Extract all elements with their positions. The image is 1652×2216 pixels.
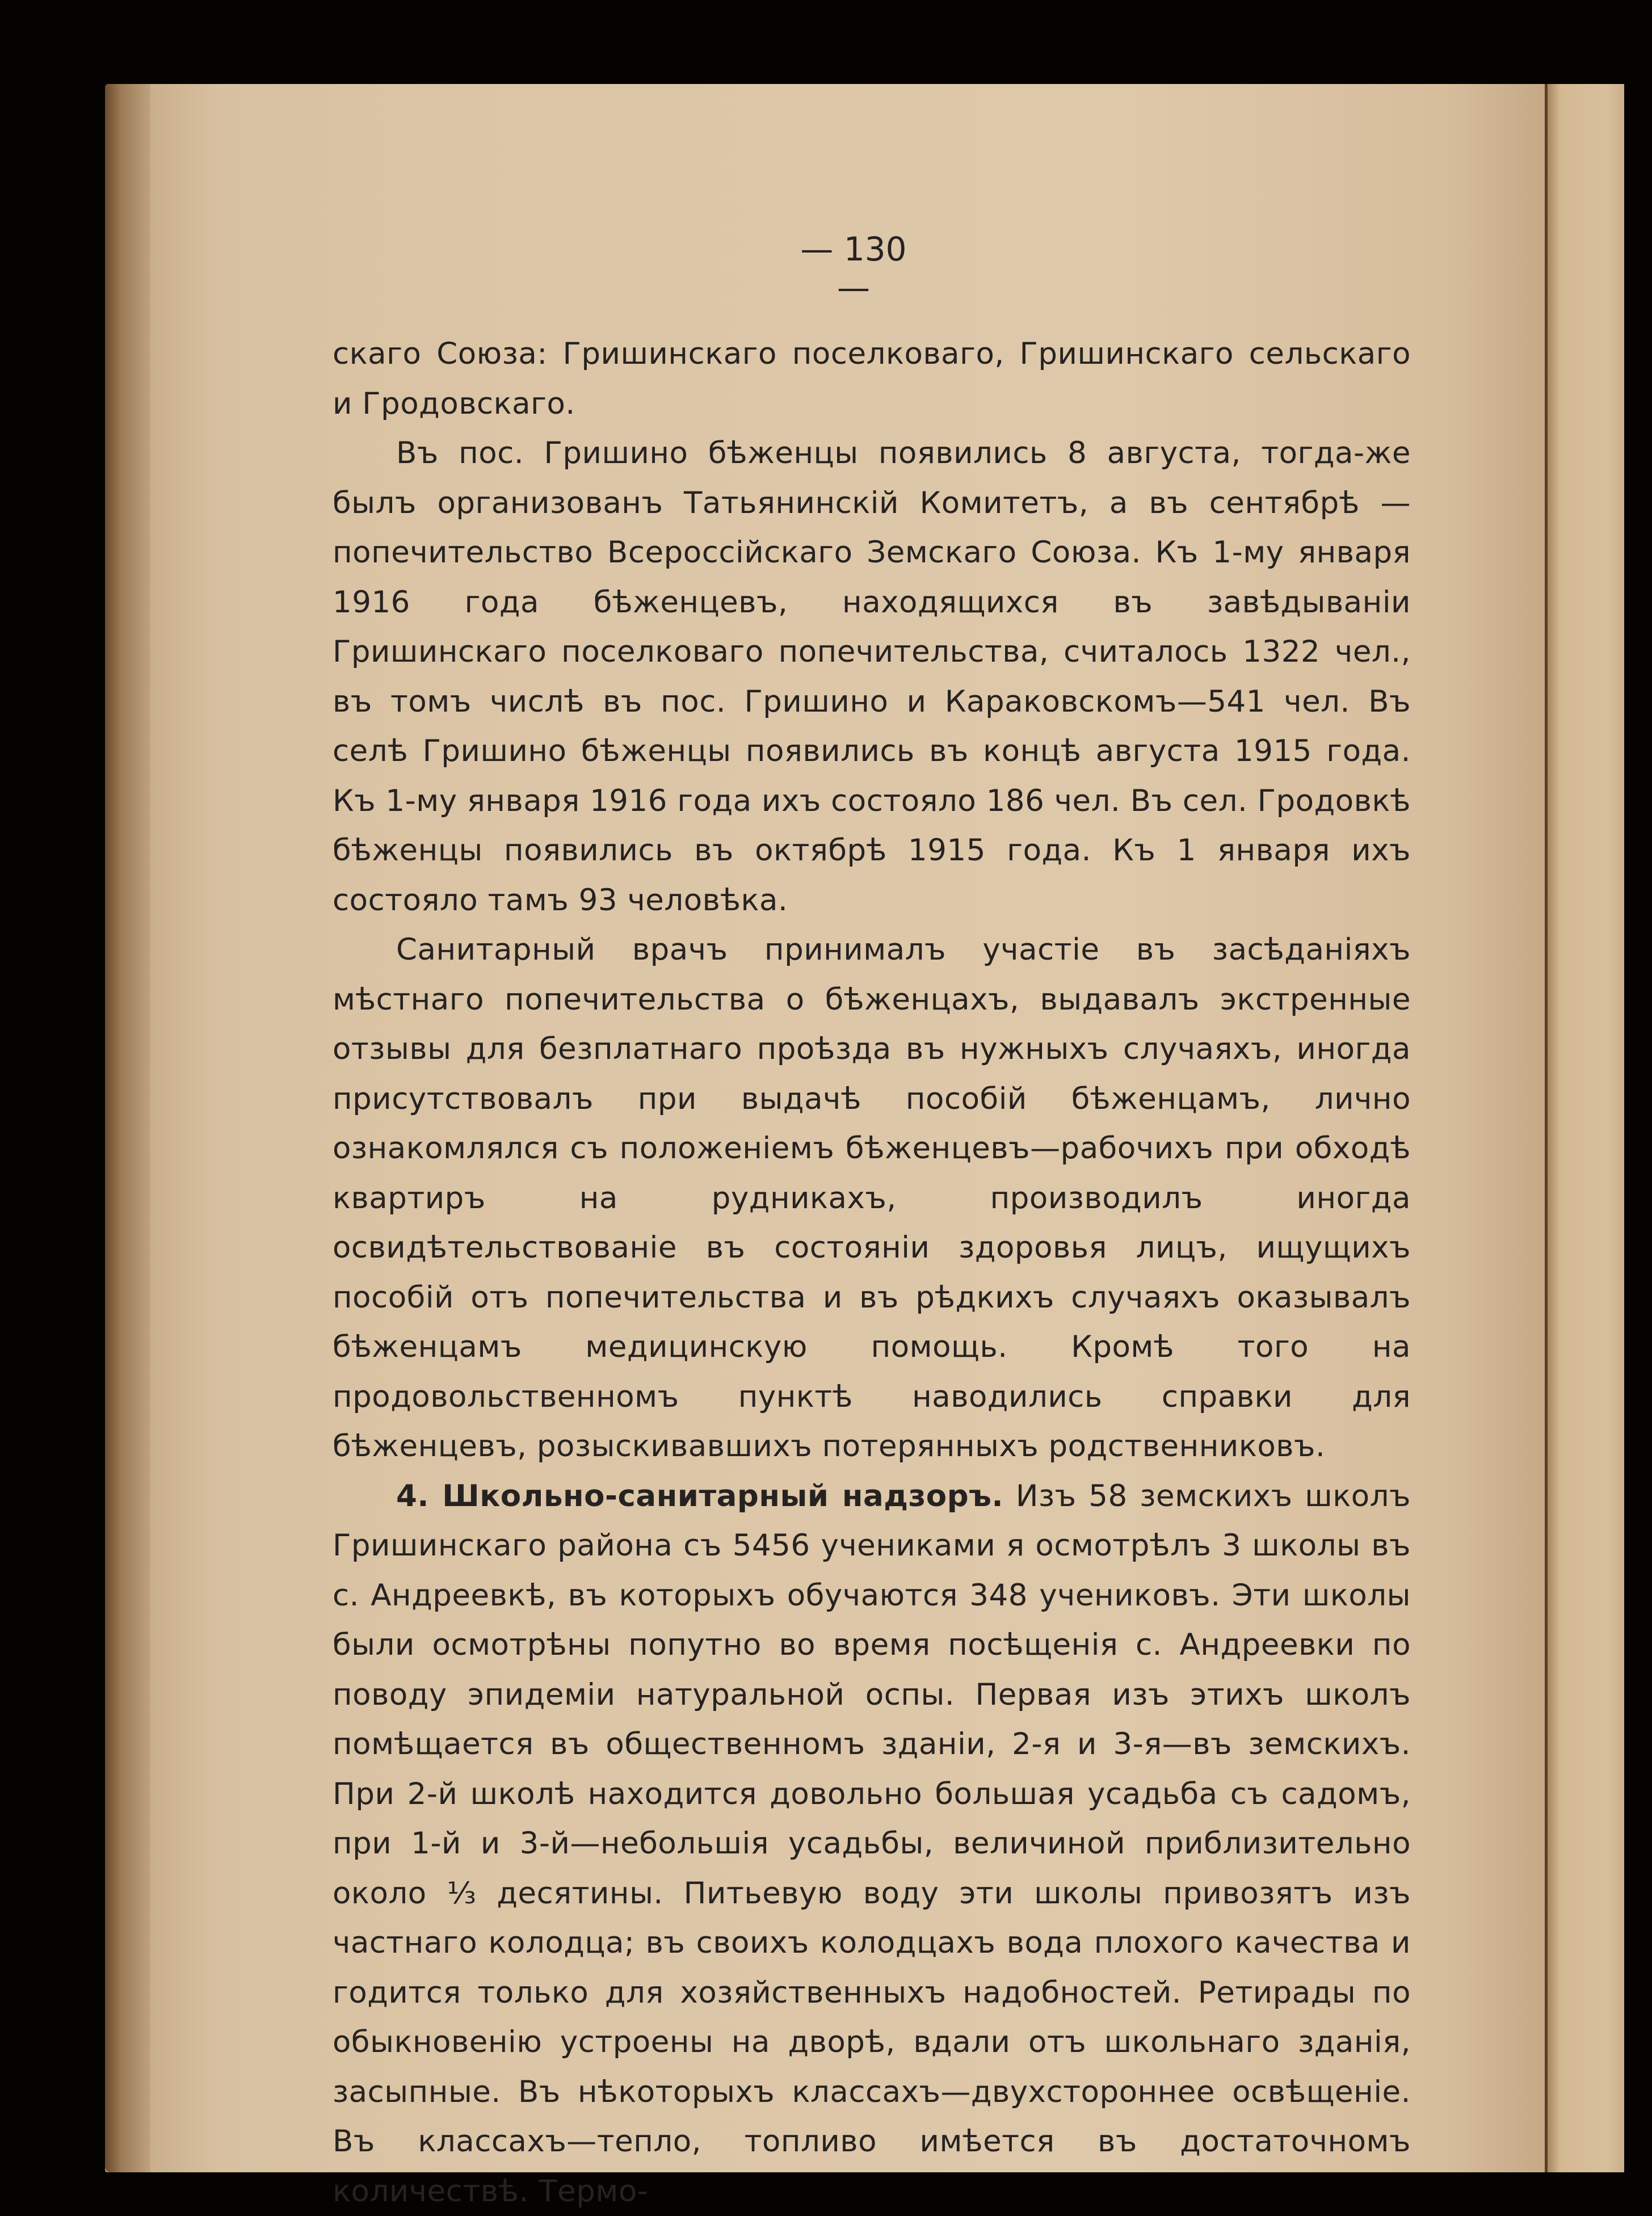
section-text: Изъ 58 земскихъ школъ Гришинскаго района съ 5456 учениками я осмотрѣлъ 3 школы въ с. Андреевкѣ, въ которыхъ обучаются 348 учениковъ. Эти школы были осмотрѣны попутно во время посѣщенія с. Андреевки по поводу эпидеміи натуральной оспы. Первая изъ этихъ школъ помѣщается въ общественномъ зданіи, 2-я и 3-я—въ земскихъ. При 2-й школѣ находится довольно большая усадьба съ садомъ, при 1-й и 3-й—небольшія усадьбы, величиной приблизительно около ⅓ десятины. Питьевую воду эти школы привозятъ изъ частнаго колодца; въ своихъ колодцахъ вода плохого качества и годится только для хозяйственныхъ надобностей. Ретирады по обыкновенію устроены на дворѣ, вдали отъ школьнаго зданія, засыпные. Въ нѣкоторыхъ классахъ—двухстороннее освѣщеніе. Въ классахъ—тепло, топливо имѣется въ достаточномъ количествѣ. Термо-: [333, 1479, 1411, 2209]
paragraph-1: скаго Союза: Гришинскаго поселковаго, Гришинскаго сельскаго и Гродовскаго.: [333, 329, 1411, 428]
section-paragraph: [333, 1471, 1411, 2216]
paragraph-2: Въ пос. Гришино бѣженцы появились 8 августа, тогда-же былъ организованъ Татьянинскій Комитетъ, а въ сентябрѣ —попечительство Всероссійскаго Земскаго Союза. Къ 1-му января 1916 года бѣженцевъ, находящихся въ завѣдываніи Гришинскаго поселковаго попечительства, считалось 1322 чел., въ томъ числѣ въ пос. Гришино и Караковскомъ—541 чел. Въ селѣ Гришино бѣженцы появились въ концѣ августа 1915 года. Къ 1-му января 1916 года ихъ состояло 186 чел. Въ сел. Гродовкѣ бѣженцы появились въ октябрѣ 1915 года. Къ 1 января ихъ состояло тамъ 93 человѣка.: [333, 428, 1411, 925]
scan-border-right: [1624, 0, 1652, 2205]
page-number: — 130 —: [785, 230, 922, 307]
page-gutter-shadow: [105, 84, 150, 2172]
page-text: [333, 233, 1411, 2216]
section-heading: 4. Школьно-санитарный надзоръ.: [396, 1479, 1003, 1513]
paragraph-3: Санитарный врачъ принималъ участіе въ засѣданіяхъ мѣстнаго попечительства о бѣженцахъ, выдавалъ экстренные отзывы для безплатнаго проѣзда въ нужныхъ случаяхъ, иногда присутствовалъ при выдачѣ пособій бѣженцамъ, лично ознакомлялся съ положеніемъ бѣженцевъ—рабочихъ при обходѣ квартиръ на рудникахъ, производилъ иногда освидѣтельствованіе въ состояніи здоровья лицъ, ищущихъ пособій отъ попечительства и въ рѣдкихъ случаяхъ оказывалъ бѣженцамъ медицинскую помощь. Кромѣ того на продовольственномъ пунктѣ наводились справки для бѣженцевъ, розыскивавшихъ потерянныхъ родственниковъ.: [333, 925, 1411, 1471]
